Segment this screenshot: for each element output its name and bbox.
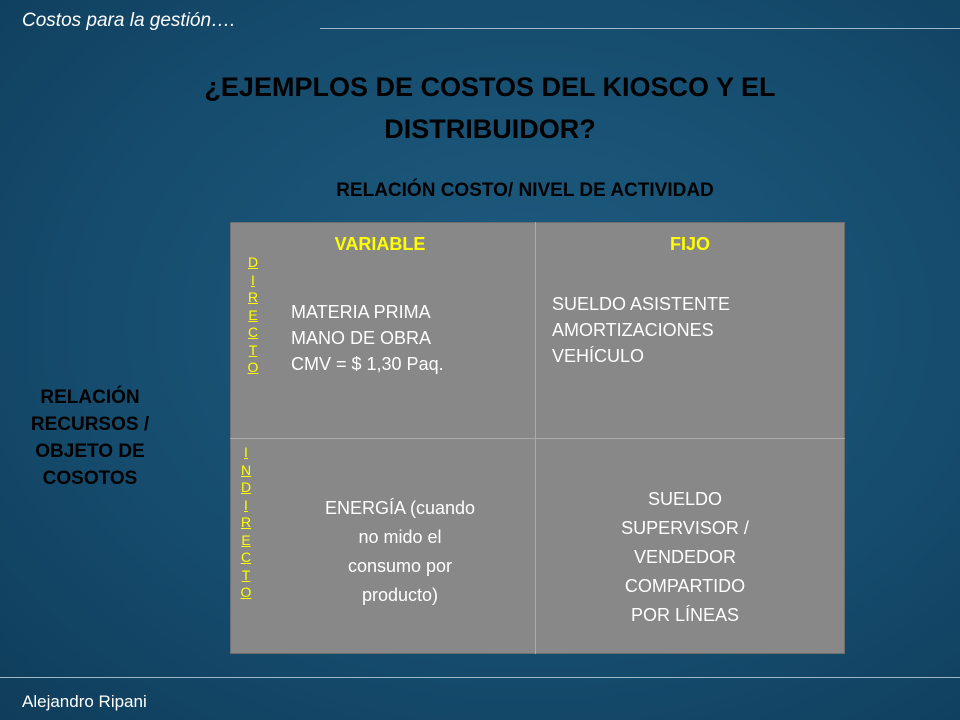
side-label-line: COSOTOS [42, 468, 138, 489]
header-title: Costos para la gestión…. [22, 10, 236, 31]
slide-subtitle: RELACIÓN COSTO/ NIVEL DE ACTIVIDAD [336, 180, 714, 201]
letter: I [251, 271, 255, 288]
letter: R [240, 514, 252, 530]
side-label [0, 384, 180, 492]
footer-divider [0, 677, 960, 678]
cell-line: producto) [361, 585, 439, 605]
letter: T [241, 566, 251, 583]
cell-indirecto-variable [285, 494, 515, 610]
title-line-1: ¿EJEMPLOS DE COSTOS DEL KIOSCO Y EL [204, 72, 776, 102]
letter: N [240, 461, 252, 478]
letter: R [247, 289, 259, 305]
cell-line: COMPARTIDO [624, 576, 746, 596]
cell-line: CMV = $ 1,30 Paq. [291, 354, 444, 374]
letter: C [240, 549, 252, 565]
letter: D [247, 254, 259, 270]
footer-author: Alejandro Ripani [22, 692, 147, 711]
side-label-line: RECURSOS / [30, 414, 150, 435]
row-label-indirecto [238, 444, 254, 602]
letter: I [244, 444, 248, 460]
letter: I [244, 496, 248, 513]
cell-line: POR LÍNEAS [630, 605, 740, 625]
letter: D [240, 479, 252, 495]
column-header-fijo: FIJO [669, 234, 710, 254]
cell-line: MANO DE OBRA [291, 328, 432, 348]
letter: O [247, 359, 259, 375]
column-header-variable: VARIABLE [334, 234, 426, 254]
matrix-horizontal-divider [230, 438, 845, 439]
cell-directo-variable [291, 299, 444, 377]
letter: T [248, 341, 258, 358]
letter: O [240, 584, 252, 600]
cell-directo-fijo [552, 291, 730, 369]
header-divider [320, 28, 960, 29]
side-label-line: OBJETO DE [35, 441, 145, 462]
letter: E [248, 306, 258, 323]
cell-line: SUELDO ASISTENTE [552, 294, 731, 314]
slide-title [100, 66, 880, 150]
cell-line: SUPERVISOR / [621, 518, 749, 538]
cell-line: AMORTIZACIONES [552, 320, 714, 340]
cell-indirecto-fijo [575, 485, 795, 630]
row-label-directo [245, 254, 261, 377]
cell-line: no mido el [358, 527, 442, 547]
cell-line: ENERGÍA (cuando [324, 498, 476, 518]
cell-line: VENDEDOR [633, 547, 736, 567]
cell-line: consumo por [347, 556, 453, 576]
cell-line: VEHÍCULO [552, 346, 645, 366]
letter: C [247, 324, 259, 340]
letter: E [241, 531, 251, 548]
title-line-2: DISTRIBUIDOR? [384, 114, 596, 144]
side-label-line: RELACIÓN [40, 387, 140, 408]
cell-line: MATERIA PRIMA [291, 302, 431, 322]
cell-line: SUELDO [647, 489, 723, 509]
